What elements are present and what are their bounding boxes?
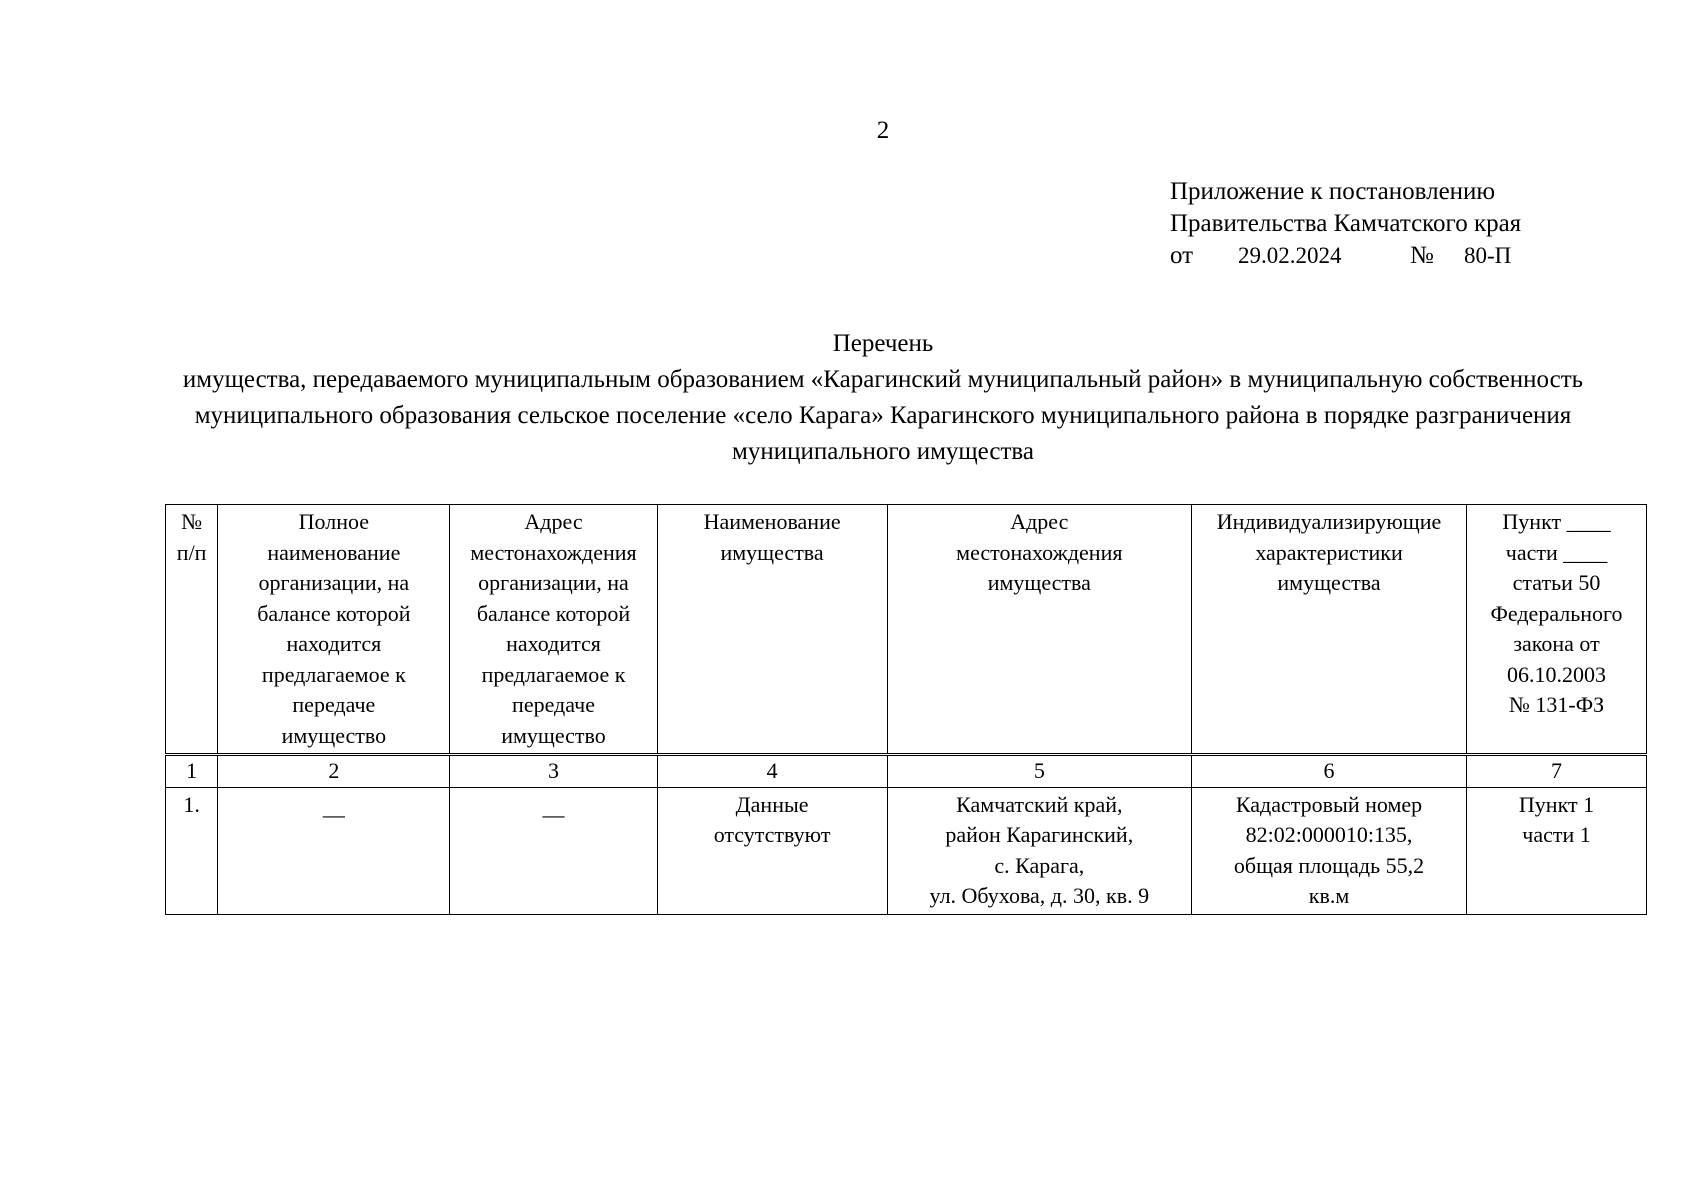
column-number-cell: 2 — [218, 755, 450, 788]
header-cell-characteristics: Индивидуализирующие характеристики имущества — [1191, 505, 1466, 755]
header-cell-number: № п/п — [166, 505, 218, 755]
table-row — [166, 787, 1647, 914]
characteristics-cell: Кадастровый номер 82:02:000010:135, общая площадь 55,2 кв.м — [1191, 787, 1466, 914]
appendix-from-label: от — [1170, 242, 1194, 269]
appendix-number-sign: № — [1410, 242, 1434, 269]
column-number-cell: 7 — [1467, 755, 1647, 788]
appendix-number: 80-П — [1464, 243, 1512, 268]
law-reference-cell: Пункт 1 части 1 — [1467, 787, 1647, 914]
header-cell-organization-name: Полное наименование организации, на балансе которой находится предлагаемое к передаче имущество — [218, 505, 450, 755]
column-number-cell: 5 — [887, 755, 1191, 788]
title-subtitle: имущества, передаваемого муниципальным образованием «Карагинский муниципальный район» в муниципальную собственность муниципального образования сельское поселение «село Карага» Карагинского муниципального района в порядке разграничения муниципального имущества — [182, 366, 1584, 465]
column-number-cell: 1 — [166, 755, 218, 788]
header-cell-property-address: Адрес местонахождения имущества — [887, 505, 1191, 755]
dash-placeholder: — — [542, 801, 565, 827]
column-number-cell: 6 — [1191, 755, 1466, 788]
header-cell-property-name: Наименование имущества — [657, 505, 887, 755]
organization-address-cell — [450, 787, 657, 914]
table-header-row — [166, 505, 1647, 755]
page-number: 2 — [876, 117, 890, 144]
property-name-cell: Данные отсутствуют — [657, 787, 887, 914]
appendix-date: 29.02.2024 — [1238, 243, 1342, 268]
property-address-cell: Камчатский край, район Карагинский, с. Карага, ул. Обухова, д. 30, кв. 9 — [887, 787, 1191, 914]
dash-placeholder: — — [322, 801, 345, 827]
organization-name-cell — [218, 787, 450, 914]
header-cell-organization-address: Адрес местонахождения организации, на балансе которой находится предлагаемое к передаче имущество — [450, 505, 657, 755]
appendix-line-2: Правительства Камчатского края — [1170, 210, 1522, 237]
property-table — [165, 504, 1647, 915]
column-number-cell: 3 — [450, 755, 657, 788]
table-column-numbers-row — [166, 755, 1647, 788]
column-number-cell: 4 — [657, 755, 887, 788]
document-title — [140, 326, 1626, 470]
appendix-meta — [1170, 240, 1521, 272]
appendix-block — [1170, 176, 1521, 272]
title-heading: Перечень — [832, 330, 934, 357]
appendix-line-1: Приложение к постановлению — [1170, 178, 1496, 205]
row-number-cell: 1. — [166, 787, 218, 914]
header-cell-law-reference: Пункт ____ части ____ статьи 50 Федерального закона от 06.10.2003 № 131-ФЗ — [1467, 505, 1647, 755]
